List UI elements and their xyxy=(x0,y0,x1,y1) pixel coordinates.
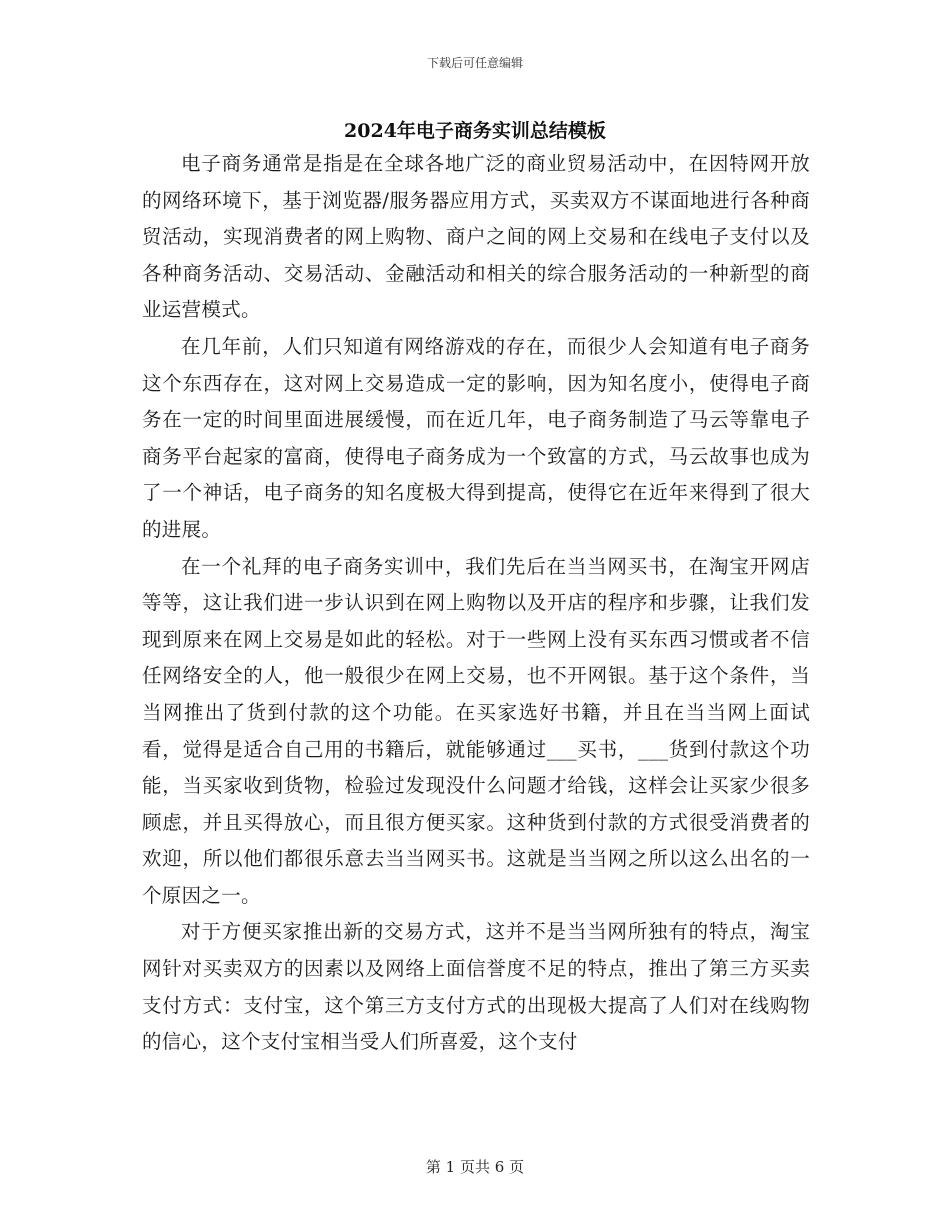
paragraph: 电子商务通常是指是在全球各地广泛的商业贸易活动中，在因特网开放的网络环境下，基于浏览器/服务器应用方式，买卖双方不谋面地进行各种商贸活动，实现消费者的网上购物、商户之间的网上交易和在线电子支付以及各种商务活动、交易活动、金融活动和相关的综合服务活动的一种新型的商业运营模式。 xyxy=(142,152,810,322)
page-number: 第 1 页共 6 页 xyxy=(425,1158,525,1176)
paragraph: 在几年前，人们只知道有网络游戏的存在，而很少人会知道有电子商务这个东西存在，这对网上交易造成一定的影响，因为知名度小，使得电子商务在一定的时间里面进展缓慢，而在近几年，电子商务制造了马云等靠电子商务平台起家的富商，使得电子商务成为一个致富的方式，马云故事也成为了一个神话，电子商务的知名度极大得到提高，使得它在近年来得到了很大的进展。 xyxy=(142,334,810,541)
document-body xyxy=(142,146,810,1061)
document-title: 2024年电子商务实训总结模板 xyxy=(344,120,606,142)
paragraph: 对于方便买家推出新的交易方式，这并不是当当网所独有的特点，淘宝网针对买卖双方的因素以及网络上面信誉度不足的特点，推出了第三方买卖支付方式：支付宝，这个第三方支付方式的出现极大提高了人们对在线购物的信心，这个支付宝相当受人们所喜爱，这个支付 xyxy=(142,920,810,1054)
page-header-note: 下载后可任意编辑 xyxy=(426,56,523,70)
paragraph: 在一个礼拜的电子商务实训中，我们先后在当当网买书，在淘宝开网店等等，这让我们进一步认识到在网上购物以及开店的程序和步骤，让我们发现到原来在网上交易是如此的轻松。对于一些网上没有买东西习惯或者不信任网络安全的人，他一般很少在网上交易，也不开网银。基于这个条件，当当网推出了货到付款的这个功能。在买家选好书籍，并且在当当网上面试看，觉得是适合自己用的书籍后，就能够通过___买书，___货到付款这个功能，当买家收到货物，检验过发现没什么问题才给钱，这样会让买家少很多顾虑，并且买得放心，而且很方便买家。这种货到付款的方式很受消费者的欢迎，所以他们都很乐意去当当网买书。这就是当当网之所以这么出名的一个原因之一。 xyxy=(142,554,810,907)
